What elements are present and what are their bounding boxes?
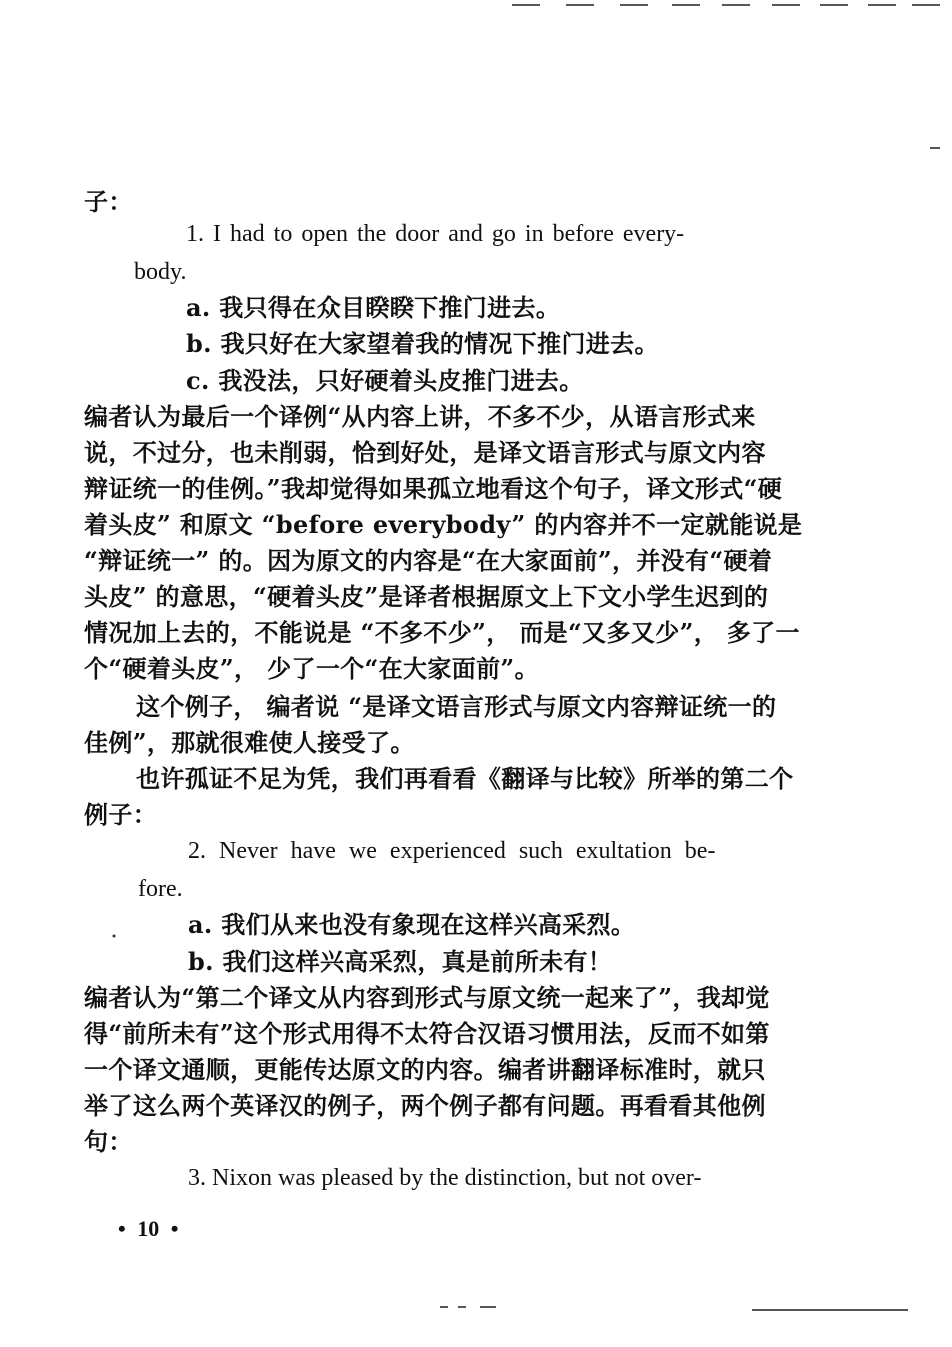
text-line: 这个例子， 编者说 “是译文语言形式与原文内容辩证统一的 [136, 692, 777, 721]
text-line: 个“硬着头皮”， 少了一个“在大家面前”。 [84, 654, 539, 683]
page-number: • 10 • [118, 1216, 179, 1241]
text-line: 3. Nixon was pleased by the distinction, but not over- [188, 1165, 702, 1191]
text-line: 编者认为“第二个译文从内容到形式与原文统一起来了”，我却觉 [84, 983, 770, 1012]
text-line: b. 我只好在大家望着我的情况下推门进去。 [186, 329, 659, 358]
text-line: fore. [138, 876, 183, 902]
text-line: body. [134, 259, 187, 285]
text-line: a. 我们从来也没有象现在这样兴高采烈。 [188, 910, 636, 939]
text-line: 举了这么两个英译汉的例子，两个例子都有问题。再看看其他例 [84, 1091, 766, 1120]
text-line: 佳例”，那就很难使人接受了。 [84, 728, 415, 757]
text-line: 着头皮” 和原文 “before everybody” 的内容并不一定就能说是 [84, 510, 803, 539]
text-line: 例子： [84, 800, 158, 829]
text-line: 也许孤证不足为凭，我们再看看《翻译与比较》所举的第二个 [136, 764, 794, 793]
text-line: a. 我只得在众目睽睽下推门进去。 [186, 293, 561, 322]
text-line: 头皮” 的意思，“硬着头皮”是译者根据原文上下文小学生迟到的 [84, 582, 769, 611]
text-line: 情况加上去的，不能说是 “不多不少”， 而是“又多又少”， 多了一 [84, 618, 800, 647]
text-line: b. 我们这样兴高采烈，真是前所未有！ [188, 947, 613, 976]
text-line: 子： [84, 187, 133, 216]
text-line: “辩证统一” 的。因为原文的内容是“在大家面前”，并没有“硬着 [84, 546, 773, 575]
text-line: 得“前所未有”这个形式用得不太符合汉语习惯用法，反而不如第 [84, 1019, 770, 1048]
text-line: 编者认为最后一个译例“从内容上讲，不多不少，从语言形式来 [84, 402, 756, 431]
text-line: 句： [84, 1127, 133, 1156]
text-line: 说，不过分，也未削弱，恰到好处，是译文语言形式与原文内容 [84, 438, 766, 467]
text-line: 一个译文通顺，更能传达原文的内容。编者讲翻译标准时，就只 [84, 1055, 766, 1084]
text-line: c. 我没法，只好硬着头皮推门进去。 [186, 366, 584, 395]
text-line: 2. Never have we experienced such exultation be- [188, 838, 716, 864]
text-line: 辩证统一的佳例。”我却觉得如果孤立地看这个句子，译文形式“硬 [84, 474, 783, 503]
text-line: 1. I had to open the door and go in before every- [186, 221, 685, 247]
